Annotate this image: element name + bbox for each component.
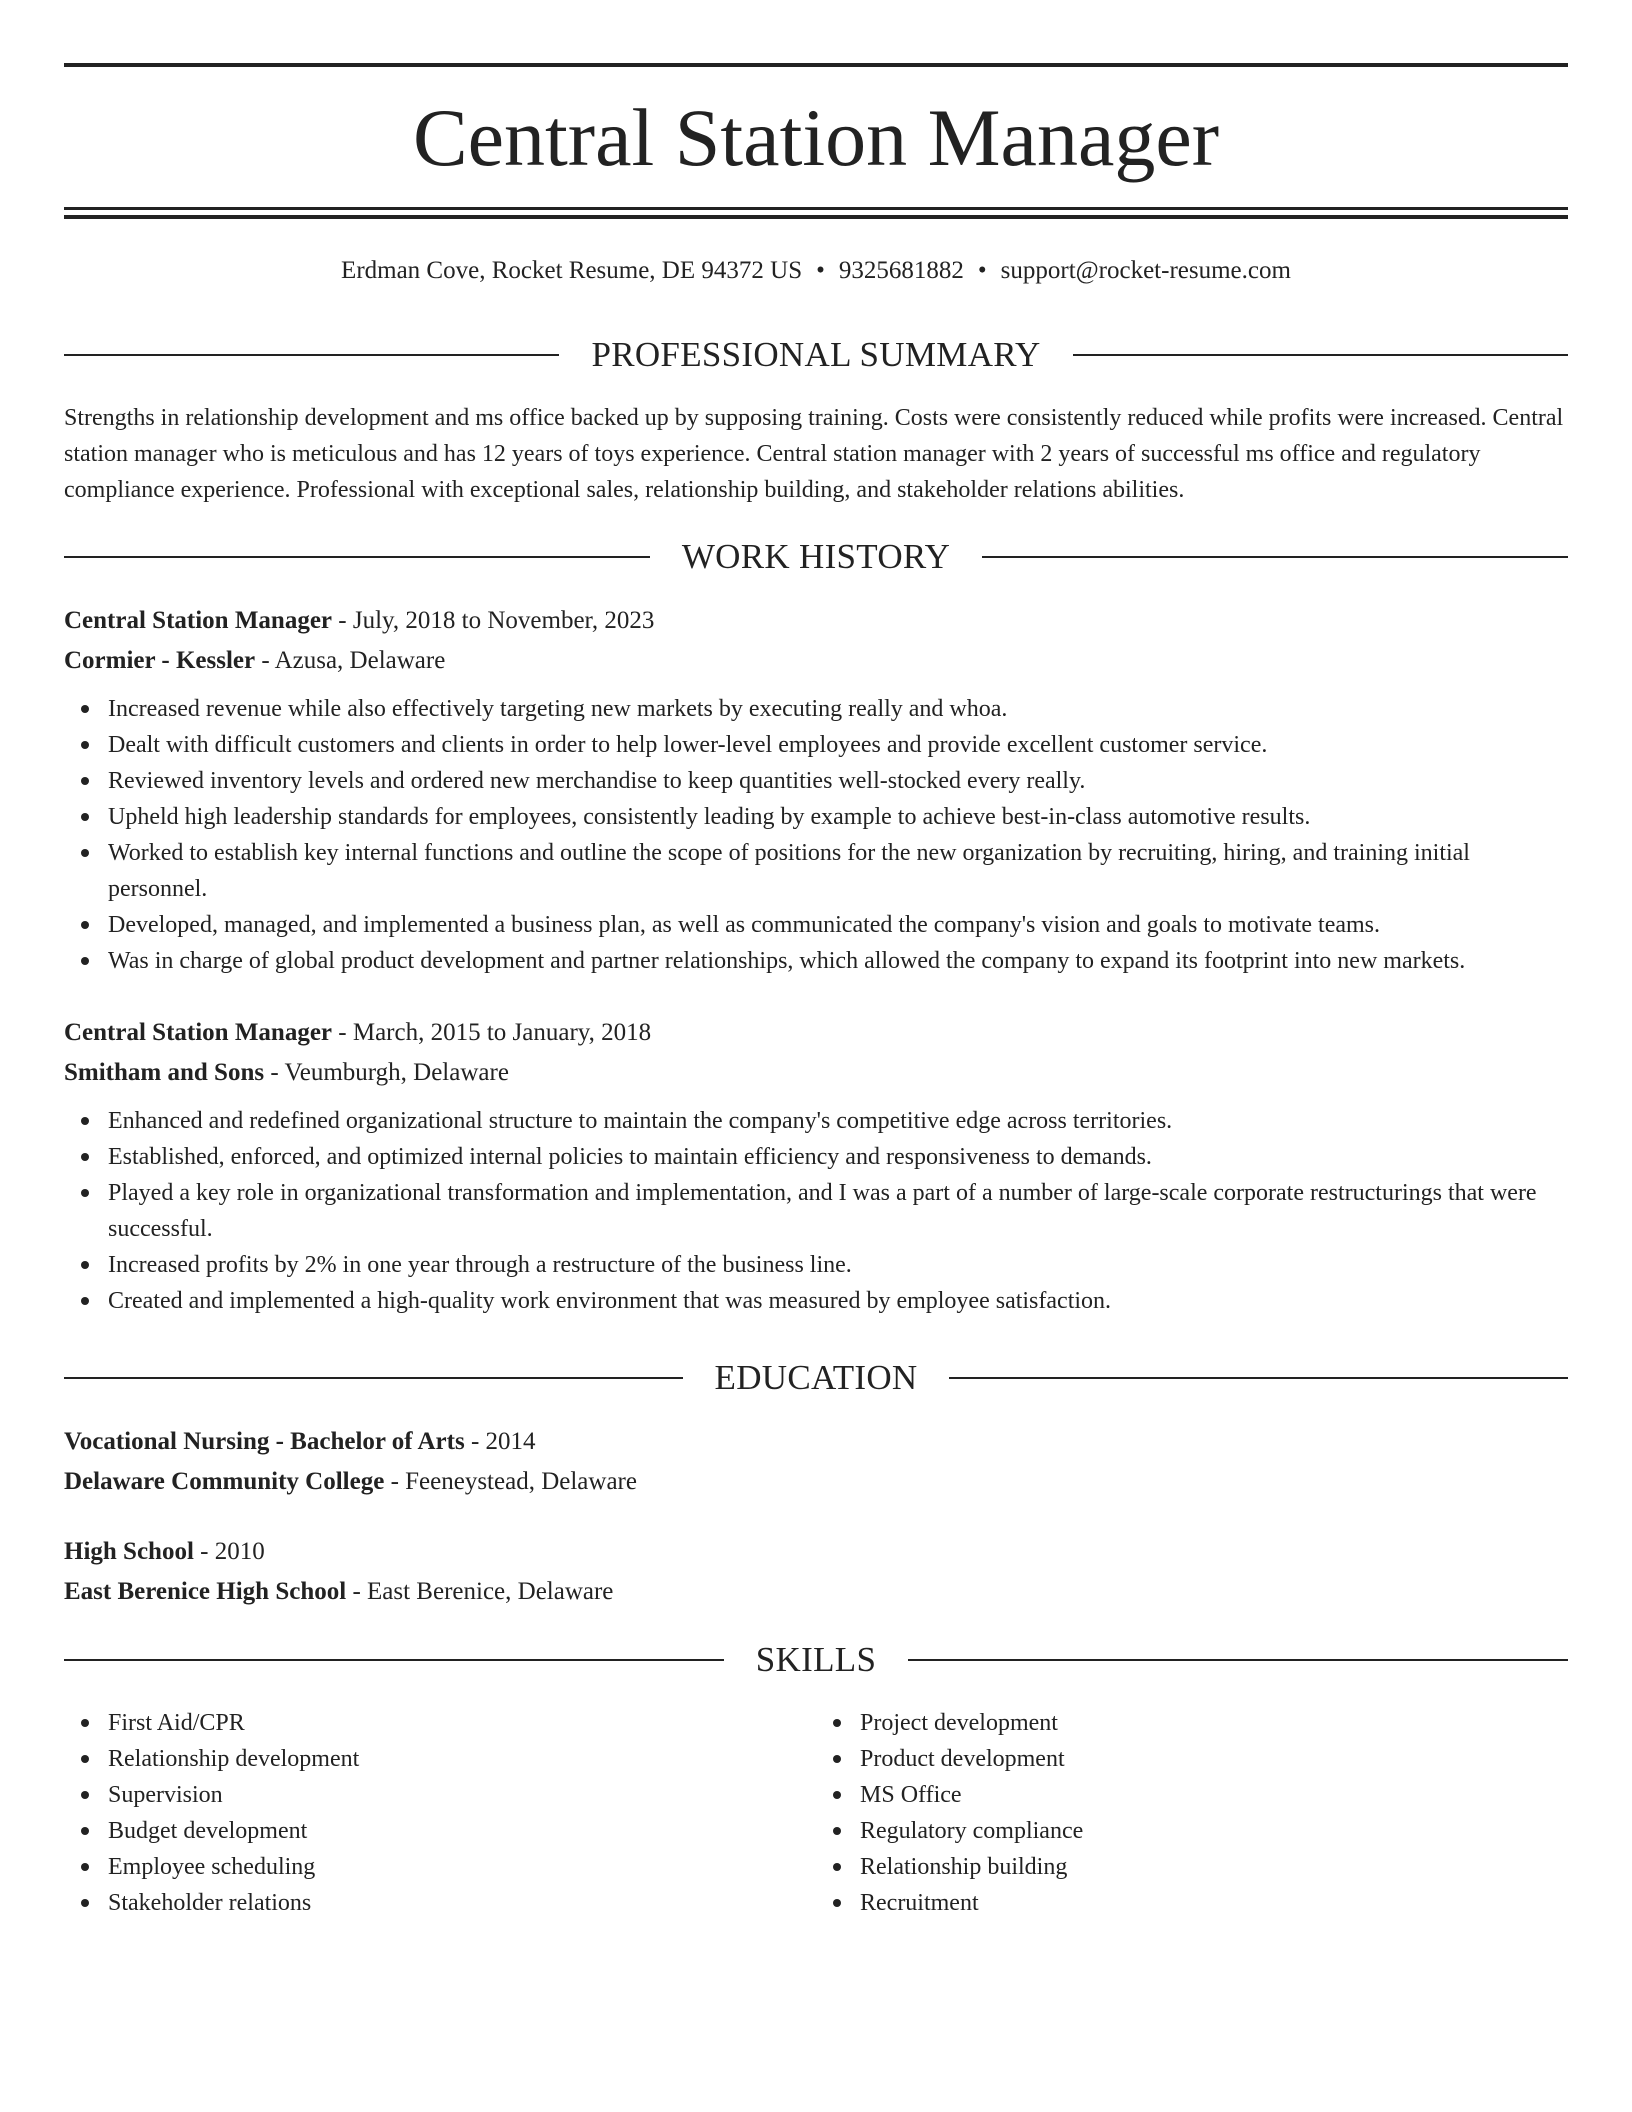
education-degree-line [64, 1422, 1568, 1462]
job-title: Central Station Manager [64, 1019, 333, 1046]
list-item: Worked to establish key internal functions and outline the scope of positions for the new organization by recruiting, hiring, and training initial personnel. [64, 835, 1568, 907]
summary-heading [64, 333, 1568, 377]
list-item: Created and implemented a high-quality work environment that was measured by employee satisfaction. [64, 1283, 1568, 1319]
skills-column-left [64, 1705, 816, 1921]
skills-list [64, 1705, 1568, 1921]
education-location: - Feeneystead, Delaware [384, 1468, 637, 1495]
contact-email: support@rocket-resume.com [1000, 257, 1291, 284]
work-heading-text: WORK HISTORY [681, 537, 951, 576]
list-item: Dealt with difficult customers and clients in order to help lower-level employees and provide excellent customer service. [64, 727, 1568, 763]
skill-item: Supervision [64, 1777, 816, 1813]
skill-item: First Aid/CPR [64, 1705, 816, 1741]
education-degree: Vocational Nursing - Bachelor of Arts [64, 1428, 465, 1455]
work-heading [64, 535, 1568, 579]
resume-name: Central Station Manager [412, 92, 1220, 183]
skill-item: Project development [816, 1705, 1568, 1741]
education-year: - 2014 [464, 1428, 536, 1455]
contact-phone: 9325681882 [838, 257, 964, 284]
heading-rule-left [64, 1659, 724, 1661]
header-double-rule [64, 207, 1568, 219]
skill-item: Regulatory compliance [816, 1813, 1568, 1849]
list-item: Was in charge of global product development and partner relationships, which allowed the company to expand its footprint into new markets. [64, 943, 1568, 979]
education-school: East Berenice High School [64, 1578, 347, 1605]
skill-item: Employee scheduling [64, 1849, 816, 1885]
job-company: Cormier - Kessler [64, 647, 256, 674]
heading-rule-left [64, 556, 650, 558]
list-item: Played a key role in organizational transformation and implementation, and I was a part of a number of large-scale corporate restructurings that were successful. [64, 1175, 1568, 1247]
skills-column-right [816, 1705, 1568, 1921]
summary-heading-text: PROFESSIONAL SUMMARY [591, 335, 1041, 374]
education-heading [64, 1356, 1568, 1400]
job-company-line [64, 1053, 1568, 1093]
skills-heading-wrap [64, 1638, 1568, 1682]
skill-item: Relationship building [816, 1849, 1568, 1885]
summary-text: Strengths in relationship development and ms office backed up by supposing training. Costs were consistently reduced while profits were increased. Central station manager who is meticulous and has 12 years of toys experience. Central station manager with 2 years of successful ms office and regulatory compliance experience. Professional with exceptional sales, relationship building, and stakeholder relations abilities. [64, 405, 1564, 503]
education-entry [64, 1422, 1568, 1502]
job-bullets [64, 691, 1568, 979]
job-entry [64, 1013, 1568, 1319]
skills-columns [64, 1705, 1568, 1921]
summary-body [64, 400, 1568, 508]
contact-separator: • [977, 257, 987, 284]
list-item: Enhanced and redefined organizational structure to maintain the company's competitive edge across territories. [64, 1103, 1568, 1139]
list-item: Upheld high leadership standards for employees, consistently leading by example to achieve best-in-class automotive results. [64, 799, 1568, 835]
job-entry [64, 601, 1568, 979]
heading-rule-right [982, 556, 1568, 558]
heading-rule-left [64, 1377, 683, 1379]
list-item: Developed, managed, and implemented a business plan, as well as communicated the company's vision and goals to motivate teams. [64, 907, 1568, 943]
job-company-line [64, 641, 1568, 681]
skill-item: MS Office [816, 1777, 1568, 1813]
summary-section [64, 333, 1568, 377]
job-company: Smitham and Sons [64, 1059, 265, 1086]
job-title-line [64, 601, 1568, 641]
heading-rule-right [908, 1659, 1568, 1661]
list-item: Established, enforced, and optimized internal policies to maintain efficiency and responsiveness to demands. [64, 1139, 1568, 1175]
contact-line [64, 254, 1568, 288]
job-title: Central Station Manager [64, 607, 333, 634]
contact-separator: • [816, 257, 825, 284]
heading-rule-right [949, 1377, 1568, 1379]
job-bullets [64, 1103, 1568, 1319]
skill-item: Budget development [64, 1813, 816, 1849]
list-item: Increased profits by 2% in one year through a restructure of the business line. [64, 1247, 1568, 1283]
education-heading-text: EDUCATION [714, 1358, 918, 1397]
skill-item: Product development [816, 1741, 1568, 1777]
job-location: - Azusa, Delaware [255, 647, 446, 674]
education-school: Delaware Community College [64, 1468, 385, 1495]
job-title-line [64, 1013, 1568, 1053]
heading-rule-right [1073, 354, 1568, 356]
education-entry [64, 1532, 1568, 1612]
skills-heading-text: SKILLS [755, 1640, 877, 1679]
list-item: Increased revenue while also effectively targeting new markets by executing really and whoa. [64, 691, 1568, 727]
header-top-rule [64, 63, 1568, 67]
list-item: Reviewed inventory levels and ordered new merchandise to keep quantities well-stocked every really. [64, 763, 1568, 799]
education-degree: High School [64, 1538, 194, 1565]
skill-item: Relationship development [64, 1741, 816, 1777]
education-degree-line [64, 1532, 1568, 1572]
heading-rule-left [64, 354, 559, 356]
skill-item: Recruitment [816, 1885, 1568, 1921]
contact-address: Erdman Cove, Rocket Resume, DE 94372 US [341, 257, 803, 284]
work-heading-wrap [64, 535, 1568, 579]
job-dates: - July, 2018 to November, 2023 [332, 607, 655, 634]
education-school-line [64, 1462, 1568, 1502]
skill-item: Stakeholder relations [64, 1885, 816, 1921]
education-location: - East Berenice, Delaware [346, 1578, 614, 1605]
job-location: - Veumburgh, Delaware [264, 1059, 509, 1086]
education-year: - 2010 [193, 1538, 265, 1565]
education-heading-wrap [64, 1356, 1568, 1400]
education-school-line [64, 1572, 1568, 1612]
skills-heading [64, 1638, 1568, 1682]
job-dates: - March, 2015 to January, 2018 [332, 1019, 652, 1046]
